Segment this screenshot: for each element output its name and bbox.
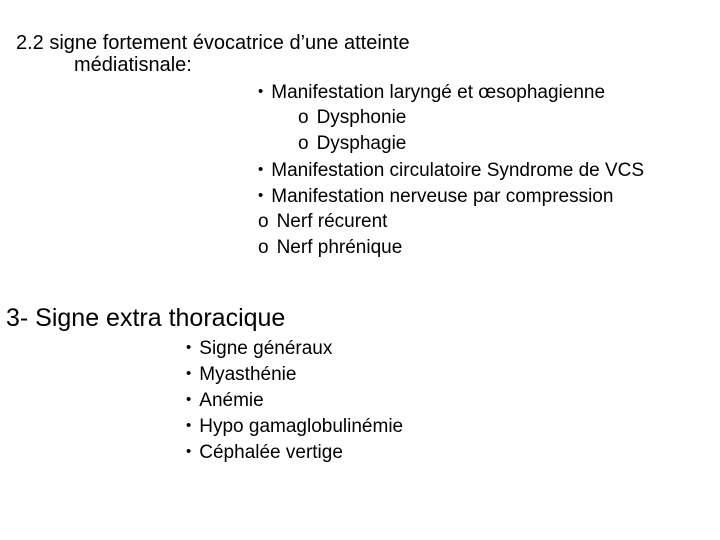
list-item [186, 363, 296, 386]
list-item-label: Dysphagie [316, 133, 407, 154]
list-item-label: Anémie [199, 390, 264, 411]
list-item-label: Céphalée vertige [199, 442, 343, 463]
section-2-2-title-line1: 2.2 signe fortement évocatrice d’une atteinte [16, 32, 410, 54]
section-2-2-title-line2: médiatisnale: [74, 54, 192, 76]
list-item [298, 133, 406, 155]
list-item [258, 185, 613, 208]
sub-bullet-marker: o [298, 133, 309, 154]
bullet-marker: • [186, 443, 192, 460]
bullet-marker: • [186, 365, 192, 382]
list-item-label: Manifestation nerveuse par compression [271, 186, 614, 207]
list-item [186, 389, 264, 412]
sub-bullet-marker: o [298, 107, 309, 128]
list-item-label: Nerf récurent [276, 211, 388, 232]
list-item-label: Signe généraux [199, 338, 333, 359]
bullet-marker: • [258, 161, 264, 178]
sub-bullet-marker: o [258, 211, 269, 232]
sub-bullet-marker: o [258, 237, 269, 258]
bullet-marker: • [258, 83, 264, 100]
list-item [258, 237, 402, 259]
list-item-label: Dysphonie [316, 107, 407, 128]
list-item-label: Myasthénie [199, 364, 297, 385]
section-3-title: 3- Signe extra thoracique [6, 304, 286, 332]
list-item [186, 415, 403, 438]
list-item-label: Manifestation laryngé et œsophagienne [271, 82, 606, 103]
bullet-marker: • [186, 417, 192, 434]
list-item [298, 107, 406, 129]
bullet-marker: • [258, 187, 264, 204]
list-item-label: Hypo gamaglobulinémie [199, 416, 404, 437]
list-item [186, 337, 332, 360]
list-item [258, 159, 644, 182]
list-item [258, 81, 605, 104]
list-item [186, 441, 343, 464]
bullet-marker: • [186, 391, 192, 408]
bullet-marker: • [186, 339, 192, 356]
list-item [258, 211, 387, 233]
list-item-label: Nerf phrénique [276, 237, 403, 258]
list-item-label: Manifestation circulatoire Syndrome de VCS [271, 160, 645, 181]
